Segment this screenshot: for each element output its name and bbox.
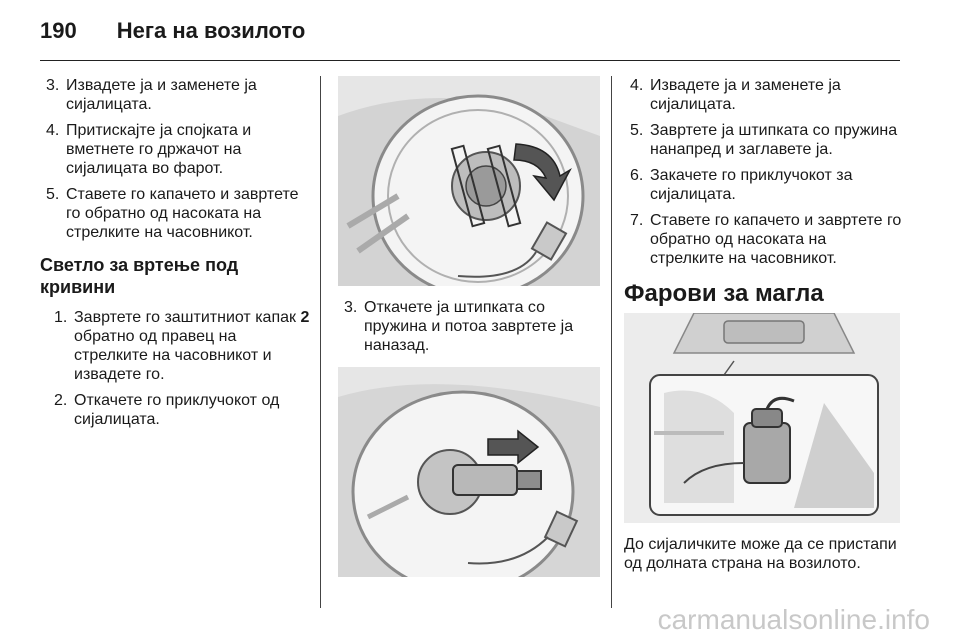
steps-list-b [48,308,310,429]
step-number: 4. [630,77,644,94]
column-3 [624,76,902,573]
step-text: Завртете ја штипката со пружина нанапред и заглавете ја. [650,122,898,158]
step-item [624,121,902,159]
step-text-post: обратно од правец на стрелките на часовникот и извадете го. [74,328,272,383]
column-divider-1 [320,76,321,608]
step-text: Откачете ја штипката со пружина и потоа завртете ја наназад. [364,299,574,354]
page-number: 190 [40,18,77,43]
fog-light-paragraph: До сијаличките може да се пристапи од долната страна на возилото. [624,536,897,572]
step-number: 7. [630,212,644,229]
step-item [40,185,310,242]
step-number: 2. [54,392,68,409]
column-1 [40,76,310,436]
step-item [624,166,902,204]
header-rule [40,60,900,61]
step-item [40,121,310,178]
column-divider-2 [611,76,612,608]
step-item [624,76,902,114]
step-item [40,76,310,114]
page-header [40,18,305,44]
step-text: Извадете ја и заменете ја сијалицата. [650,77,841,113]
steps-list-col3 [624,76,902,268]
section-heading-cornering-light: Светло за вртење под кривини [40,255,239,297]
step-number: 3. [344,299,358,316]
step-item [48,308,310,384]
steps-list-col2 [338,298,600,355]
step-text: Ставете го капачето и завртете го обратно од насоката на стрелките на часовникот. [650,212,902,267]
step-text: Извадете ја и заменете ја сијалицата. [66,77,257,113]
callout-number: 2 [300,309,310,326]
step-text: Ставете го капачето и завртете го обратно од насоката на стрелките на часовникот. [66,186,299,241]
illustration-bulb-removal [338,367,600,577]
step-text: Притискајте ја спојката и вметнете го држачот на сијалицата во фарот. [66,122,252,177]
step-text-pre: Завртете го заштитниот капак [74,309,301,326]
step-number: 6. [630,167,644,184]
step-text: Закачете го приклучокот за сијалицата. [650,167,853,203]
step-number: 5. [46,186,60,203]
step-item [338,298,600,355]
step-item [48,391,310,429]
step-text: Откачете го приклучокот од сијалицата. [74,392,280,428]
section-heading-fog-lights: Фарови за магла [624,280,824,307]
step-number: 4. [46,122,60,139]
step-item [624,211,902,268]
illustration-fog-light [624,313,900,523]
column-2 [338,76,600,577]
page-title: Нега на возилото [116,18,306,43]
illustration-bulb-holder-rotate [338,76,600,286]
step-number: 5. [630,122,644,139]
step-number: 1. [54,309,68,326]
steps-list-a [40,76,310,242]
step-number: 3. [46,77,60,94]
watermark: carmanualsonline.info [657,604,930,635]
